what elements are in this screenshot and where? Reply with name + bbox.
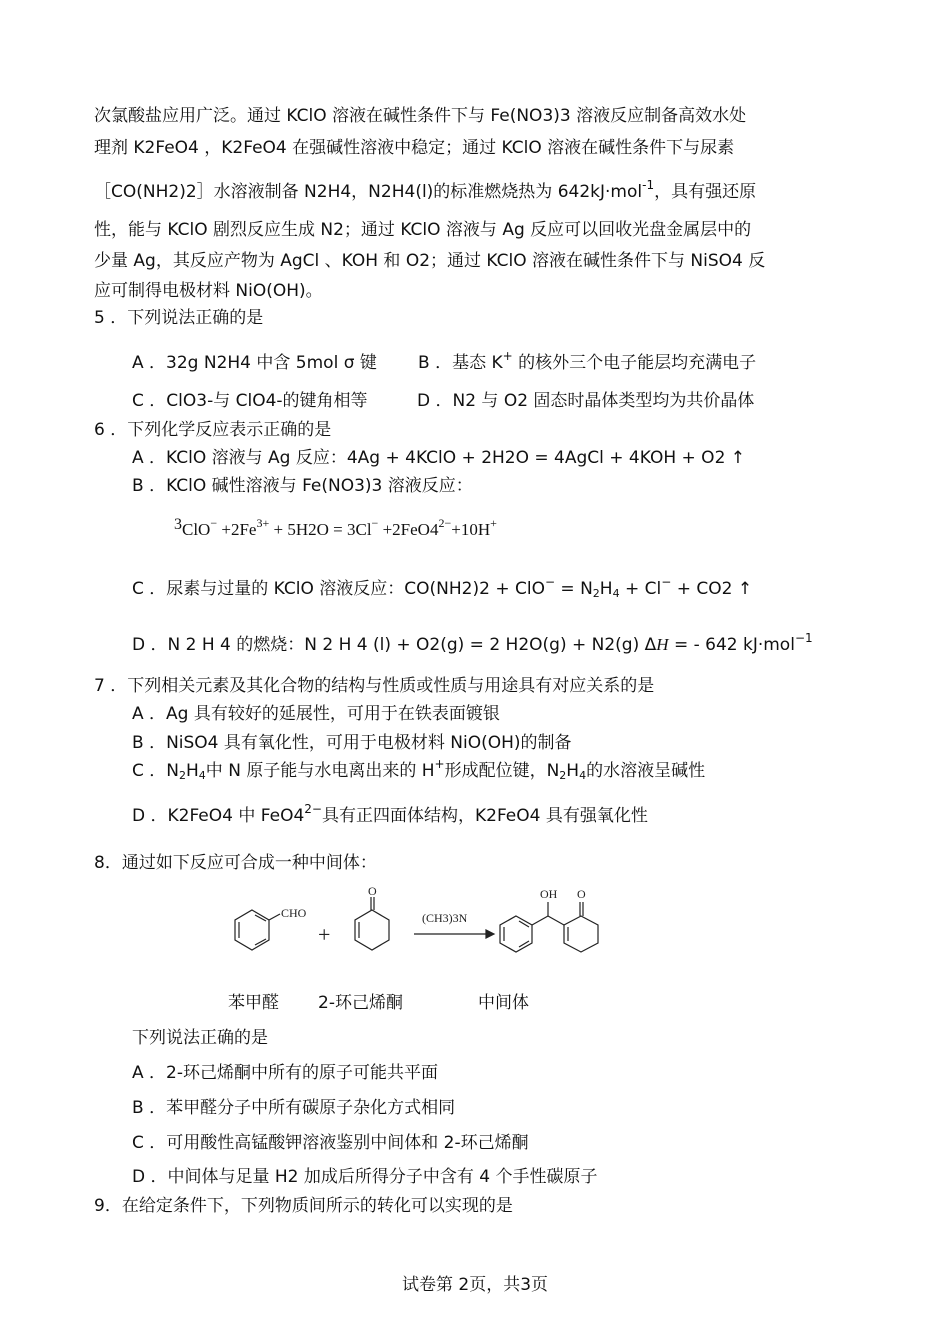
intro-line-2: 理剂 K2FeO4 ，K2FeO4 在强碱性溶液中稳定；通过 KClO 溶液在碱性条件下与尿素	[94, 138, 735, 158]
intro-line-1: 次氯酸盐应用广泛。通过 KClO 溶液在碱性条件下与 Fe(NO3)3 溶液反应制备高效水处	[94, 106, 747, 126]
q5-option-d: D ．N2 与 O2 固态时晶体类型均为共价晶体	[417, 391, 755, 411]
reaction-arrow	[414, 930, 494, 938]
intermediate-structure	[500, 902, 598, 952]
q7-option-d: D ．K2FeO4 中 $FeO4^{2-}$具有正四面体结构，K2FeO4 具有强氧化性	[132, 802, 648, 826]
benzaldehyde-structure	[235, 910, 280, 950]
intro-line-4: 性，能与 KClO 剧烈反应生成 N2；通过 KClO 溶液与 Ag 反应可以回收光盘金属层中的	[94, 220, 752, 240]
label-benzaldehyde: 苯甲醛	[228, 993, 279, 1013]
reagent-label: (CH3)3N	[422, 911, 468, 925]
q8-option-c: C ．可用酸性高锰酸钾溶液鉴别中间体和 2-环己烯酮	[132, 1133, 529, 1153]
q8-option-a: A ．2-环己烯酮中所有的原子可能共平面	[132, 1063, 438, 1083]
label-intermediate: 中间体	[478, 993, 529, 1013]
reaction-scheme	[222, 880, 622, 970]
ketone-o-label: O	[368, 884, 377, 898]
q8-stem: 8．通过如下反应可合成一种中间体：	[94, 853, 377, 873]
page-footer: 试卷第 2页，共3页	[401, 1275, 549, 1295]
q6-option-a: A ．KClO 溶液与 Ag 反应：4Ag + 4KClO + 2H2O = 4AgCl + 4KOH + O2 ↑	[132, 448, 746, 468]
cyclohexenone-structure	[355, 897, 389, 950]
q6-option-b: B ．KClO 碱性溶液与 Fe(NO3)3 溶液反应：	[132, 476, 473, 496]
q8-option-d: D ．中间体与足量 H2 加成后所得分子中含有 4 个手性碳原子	[132, 1167, 598, 1187]
q6-option-d: D ．N 2 H 4 的燃烧：N 2 H 4 (l) + O2(g) = 2 H2O(g) + N2(g) ΔH = - 642 kJ·mol$^{-1}$	[132, 631, 813, 655]
q7-option-b: B ．NiSO4 具有氧化性，可用于电极材料 NiO(OH)的制备	[132, 733, 572, 753]
intermediate-o-label: O	[577, 887, 586, 901]
q7-stem: 7 ．下列相关元素及其化合物的结构与性质或性质与用途具有对应关系的是	[94, 676, 655, 696]
q5-option-b: B ．基态 K+ 的核外三个电子能层均充满电子	[418, 349, 757, 373]
cho-label: CHO	[281, 906, 307, 920]
hydroxyl-label: OH	[540, 887, 558, 901]
q6-option-b-equation: $^3ClO^- +2Fe^{3+} + 5H2O = 3Cl^- +2FeO4^{2-}+10H^+$	[174, 516, 497, 539]
intro-line-5: 少量 Ag，其反应产物为 AgCl 、KOH 和 O2；通过 KClO 溶液在碱性条件下与 NiSO4 反	[94, 251, 766, 271]
label-cyclohexenone: 2-环己烯酮	[318, 993, 403, 1013]
q6-option-c: C ．尿素与过量的 KClO 溶液反应：$CO(NH2)2 + ClO^- = N_2H_4 + Cl^- + CO2$ ↑	[132, 575, 753, 600]
q5-option-a: A ．32g N2H4 中含 5mol σ 键	[132, 353, 377, 373]
q9-stem: 9．在给定条件下，下列物质间所示的转化可以实现的是	[94, 1196, 513, 1216]
q5-stem: 5 ．下列说法正确的是	[94, 308, 264, 328]
q7-option-a: A ．Ag 具有较好的延展性，可用于在铁表面镀银	[132, 704, 500, 724]
q7-option-c: C ．$N_2H_4$中 N 原子能与水电离出来的 H+形成配位键，$N_2H_4$的水溶液呈碱性	[132, 757, 706, 782]
q8-option-b: B ．苯甲醛分子中所有碳原子杂化方式相同	[132, 1098, 456, 1118]
q5-option-c: C ．ClO3-与 ClO4-的键角相等	[132, 391, 368, 411]
intro-line-6: 应可制得电极材料 NiO(OH)。	[94, 281, 323, 301]
q6-stem: 6 ．下列化学反应表示正确的是	[94, 420, 332, 440]
q8-sub-stem: 下列说法正确的是	[132, 1028, 268, 1048]
plus-sign: +	[318, 922, 331, 947]
intro-line-3: ［CO(NH2)2］水溶液制备 N2H4，N2H4(l)的标准燃烧热为 642kJ·mol$^{-1}$，具有强还原	[94, 178, 757, 202]
